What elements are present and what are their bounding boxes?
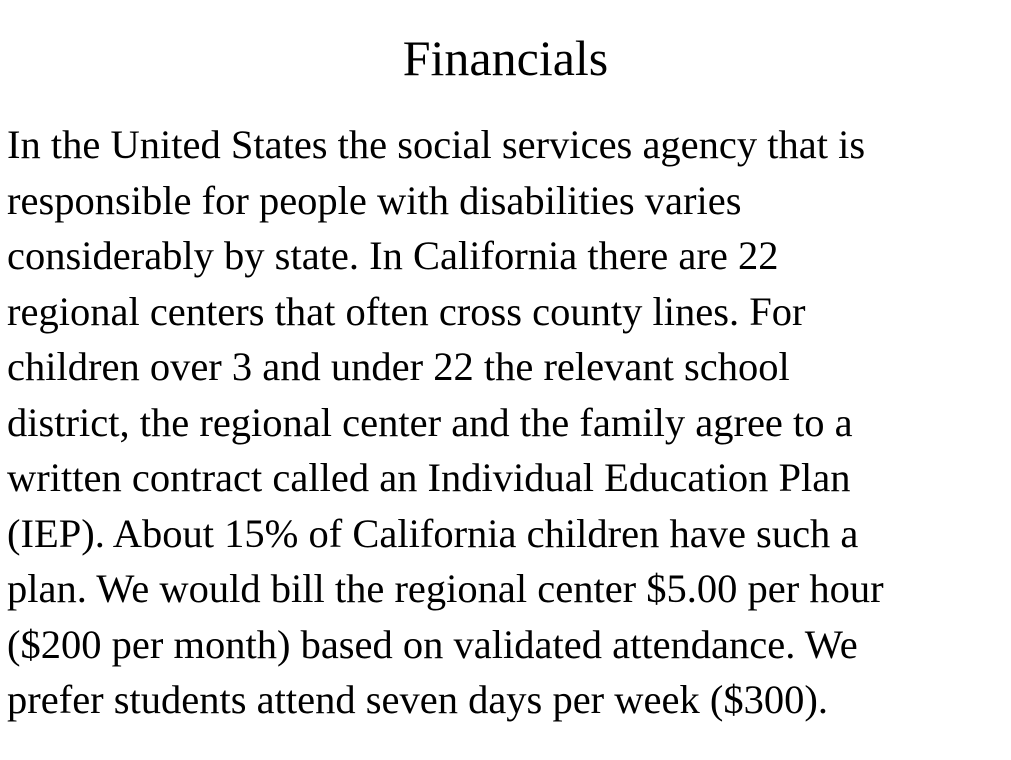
body-line: ($200 per month) based on validated attendance. We [7, 621, 858, 667]
body-line: considerably by state. In California there are 22 [7, 233, 779, 278]
body-line: children over 3 and under 22 the relevant school [7, 344, 790, 389]
body-line: written contract called an Individual Education Plan [7, 455, 851, 500]
body-line: plan. We would bill the regional center $5.00 per hour [7, 566, 884, 611]
body-line: responsible for people with disabilities varies [7, 177, 742, 223]
body-line: prefer students attend seven days per week ($300). [7, 677, 828, 722]
body-line: (IEP). About 15% of California children have such a [7, 510, 859, 556]
slide-body-paragraph [7, 117, 1007, 728]
body-line: In the United States the social services agency that is [7, 122, 866, 167]
body-line: district, the regional center and the family agree to a [7, 399, 853, 445]
slide-title: Financials [402, 30, 609, 86]
body-line: regional centers that often cross county lines. For [7, 288, 806, 334]
